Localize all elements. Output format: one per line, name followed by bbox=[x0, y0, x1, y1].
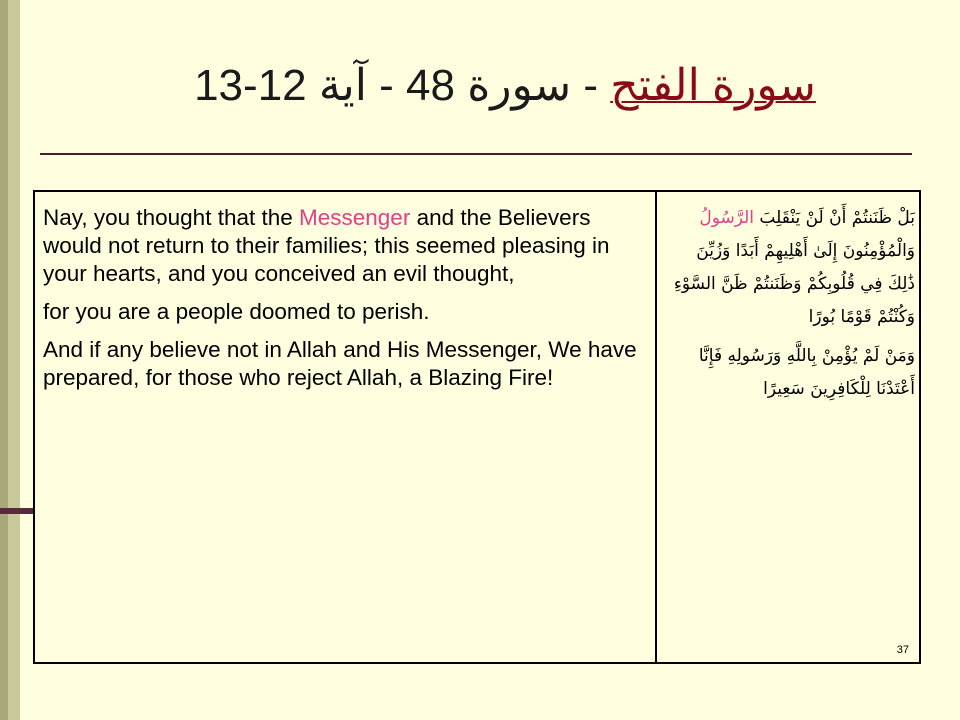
title-rest: - سورة 48 - آية 12-13 bbox=[194, 61, 611, 110]
page-number: 37 bbox=[896, 644, 909, 656]
english-paragraph-1: Nay, you thought that the Messenger and the Believers would not return to their families; this seemed pleasing in your hearts, and you conceived an evil thought, bbox=[43, 205, 610, 286]
slide-title bbox=[80, 60, 930, 130]
surah-link[interactable]: سورة الفتح bbox=[610, 61, 816, 110]
verse-table bbox=[33, 190, 921, 664]
left-decor-bar-dark bbox=[0, 0, 8, 720]
arabic-paragraph-2: وَمَنْ لَمْ يُؤْمِنْ بِاللَّهِ وَرَسُولِهِ فَإِنَّا أَعْتَدْنَا لِلْكَافِرِينَ سَعِيرًا bbox=[698, 346, 915, 399]
english-paragraph-3: And if any believe not in Allah and His Messenger, We have prepared, for those who reject Allah, a Blazing Fire! bbox=[43, 337, 637, 390]
arabic-messenger-highlight: الرَّسُولُ bbox=[699, 208, 755, 228]
english-translation-cell bbox=[43, 204, 643, 402]
title-underline-rule bbox=[40, 153, 912, 155]
messenger-highlight: Messenger bbox=[299, 205, 411, 230]
column-divider bbox=[655, 192, 657, 662]
english-paragraph-2: for you are a people doomed to perish. bbox=[43, 299, 430, 324]
left-decor-accent bbox=[0, 508, 36, 514]
arabic-paragraph-1: بَلْ ظَنَنتُمْ أَنْ لَنْ يَنْقَلِبَ الرَّسُولُ وَالْمُؤْمِنُونَ إِلَىٰ أَهْلِيهِمْ أَبَدًا وَزُيِّنَ ذَٰلِكَ فِي قُلُوبِكُمْ وَظَنَنتُمْ ظَنَّ السَّوْءِ وَكُنْتُمْ قَوْمًا بُورًا bbox=[673, 208, 915, 327]
arabic-text-cell bbox=[667, 202, 915, 412]
